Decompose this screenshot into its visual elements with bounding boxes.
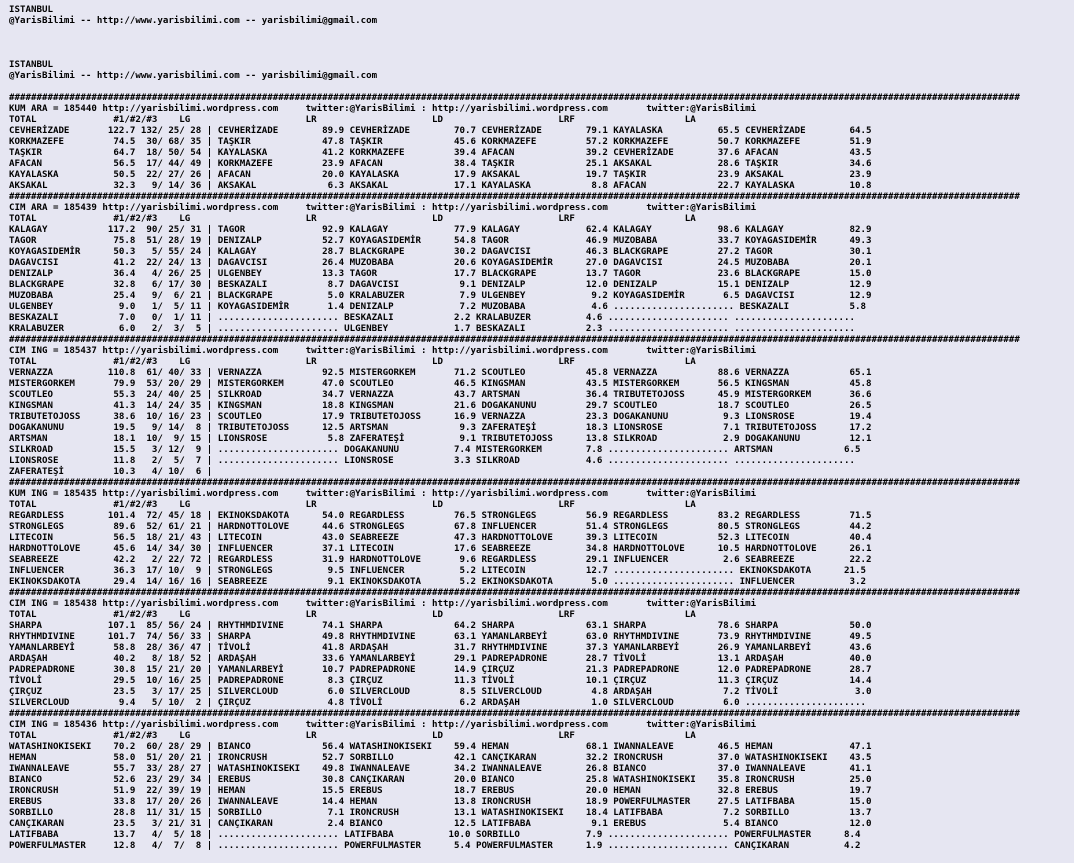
report-line: ########################################################################################################################################################################################: [9, 93, 1020, 103]
report-line: KRALABUZER 6.0 2/ 3/ 5 | ...................... ULGENBEY 1.7 BESKAZALI 2.3 ...................... ......................: [9, 324, 856, 334]
report-line: ARDAŞAH 40.2 8/ 18/ 52 | ARDAŞAH 33.6 YAMANLARBEYİ 29.1 PADREPADRONE 28.7 TİVOLİ 13.1 ARDAŞAH 40.0: [9, 654, 872, 664]
report-line: INFLUENCER 36.3 17/ 10/ 9 | STRONGLEGS 9.5 INFLUENCER 5.2 LITECOIN 12.7 ...................... EKINOKSDAKOTA 21.5: [9, 566, 867, 576]
report-line: TOTAL #1/#2/#3 LG LR LD LRF LA: [9, 357, 696, 367]
report-line: MISTERGORKEM 79.9 53/ 20/ 29 | MISTERGORKEM 47.0 SCOUTLEO 46.5 KINGSMAN 43.5 MISTERGORKEM 56.5 KINGSMAN 45.8: [9, 379, 872, 389]
report-line: [9, 82, 1069, 93]
report-line: WATASHINOKISEKI 70.2 60/ 28/ 29 | BIANCO 56.4 WATASHINOKISEKI 59.4 HEMAN 68.1 IWANNALEAVE 46.5 HEMAN 47.1: [9, 742, 872, 752]
report-line: SEABREEZE 42.2 2/ 22/ 72 | REGARDLESS 31.9 HARDNOTTOLOVE 9.6 REGARDLESS 29.1 INFLUENCER 2.6 SEABREEZE 22.2: [9, 555, 872, 565]
report-line: ########################################################################################################################################################################################: [9, 192, 1020, 202]
report-line: MUZOBABA 25.4 9/ 6/ 21 | BLACKGRAPE 5.0 KRALABUZER 7.9 ULGENBEY 9.2 KOYAGASIDEMİR 6.5 DAGAVCISI 12.9: [9, 291, 872, 301]
report-line: TOTAL #1/#2/#3 LG LR LD LRF LA: [9, 214, 696, 224]
report-line: LITECOIN 56.5 18/ 21/ 43 | LITECOIN 43.0 SEABREEZE 47.3 HARDNOTTOLOVE 39.3 LITECOIN 52.3 LITECOIN 40.4: [9, 533, 872, 543]
report-line: CEVHERİZADE 122.7 132/ 25/ 28 | CEVHERİZADE 89.9 CEVHERİZADE 70.7 CEVHERİZADE 79.1 KAYALASKA 65.5 CEVHERİZADE 64.5: [9, 126, 872, 136]
report-line: CIM ING = 185437 http://yarisbilimi.wordpress.com twitter:@YarisBilimi : http://yarisbilimi.wordpress.com twitter:@YarisBilimi: [9, 346, 757, 356]
report-line: BLACKGRAPE 32.8 6/ 17/ 30 | BESKAZALI 8.7 DAGAVCISI 9.1 DENIZALP 12.0 DENIZALP 15.1 DENIZALP 12.9: [9, 280, 872, 290]
report-line: TOTAL #1/#2/#3 LG LR LD LRF LA: [9, 115, 696, 125]
report-line: SILKROAD 15.5 3/ 12/ 9 | ...................... DOGAKANUNU 7.4 MISTERGORKEM 7.8 ...................... ARTSMAN 6.5: [9, 445, 861, 455]
report-line: DENIZALP 36.4 4/ 26/ 25 | ULGENBEY 13.3 TAGOR 17.7 BLACKGRAPE 13.7 TAGOR 23.6 BLACKGRAPE 15.0: [9, 269, 872, 279]
report-line: YAMANLARBEYİ 58.8 28/ 36/ 47 | TİVOLİ 41.8 ARDAŞAH 31.7 RHYTHMDIVINE 37.3 YAMANLARBEYİ 26.9 YAMANLARBEYİ 43.6: [9, 643, 872, 653]
race-analysis-text: [9, 5, 1069, 852]
report-line: RHYTHMDIVINE 101.7 74/ 56/ 33 | SHARPA 49.8 RHYTHMDIVINE 63.1 YAMANLARBEYİ 63.0 RHYTHMDIVINE 73.9 RHYTHMDIVINE 49.5: [9, 632, 872, 642]
report-line: SILVERCLOUD 9.4 5/ 10/ 2 | ÇIRÇUZ 4.8 TİVOLİ 6.2 ARDAŞAH 1.0 SILVERCLOUD 6.0 ......................: [9, 698, 867, 708]
report-line: EREBUS 33.8 17/ 20/ 26 | IWANNALEAVE 14.4 HEMAN 13.8 IRONCRUSH 18.9 POWERFULMASTER 27.5 LATIFBABA 15.0: [9, 797, 872, 807]
report-line: SORBILLO 28.8 11/ 31/ 15 | SORBILLO 7.1 IRONCRUSH 13.1 WATASHINOKISEKI 18.4 LATIFBABA 7.2 SORBILLO 13.7: [9, 808, 872, 818]
report-line: [9, 49, 1069, 60]
report-line: ########################################################################################################################################################################################: [9, 335, 1020, 345]
report-line: [9, 27, 1069, 38]
report-line: KOYAGASIDEMİR 50.3 5/ 55/ 24 | KALAGAY 28.7 BLACKGRAPE 30.2 DAGAVCISI 46.3 BLACKGRAPE 27.2 TAGOR 30.1: [9, 247, 872, 257]
report-line: TOTAL #1/#2/#3 LG LR LD LRF LA: [9, 610, 696, 620]
report-line: POWERFULMASTER 12.8 4/ 7/ 8 | ...................... POWERFULMASTER 5.4 POWERFULMASTER 1.9 ...................... CANÇIKARAN 4.2: [9, 841, 861, 851]
report-line: HARDNOTTOLOVE 45.6 14/ 34/ 30 | INFLUENCER 37.1 LITECOIN 17.6 SEABREEZE 34.8 HARDNOTTOLOVE 10.5 HARDNOTTOLOVE 26.1: [9, 544, 872, 554]
report-line: BIANCO 52.6 23/ 29/ 34 | EREBUS 30.8 CANÇIKARAN 20.0 BIANCO 25.8 WATASHINOKISEKI 35.8 IRONCRUSH 25.0: [9, 775, 872, 785]
report-line: KALAGAY 117.2 90/ 25/ 31 | TAGOR 92.9 KALAGAY 77.9 KALAGAY 62.4 KALAGAY 98.6 KALAGAY 82.9: [9, 225, 872, 235]
report-line: TİVOLİ 29.5 10/ 16/ 25 | PADREPADRONE 8.3 ÇIRÇUZ 11.3 TİVOLİ 10.1 ÇIRÇUZ 11.3 ÇIRÇUZ 14.4: [9, 676, 872, 686]
report-page: [9, 5, 1069, 861]
report-line: SCOUTLEO 55.3 24/ 40/ 25 | SILKROAD 34.7 VERNAZZA 43.7 ARTSMAN 36.4 TRIBUTETOJOSS 45.9 MISTERGORKEM 36.6: [9, 390, 872, 400]
report-line: CIM ING = 185436 http://yarisbilimi.wordpress.com twitter:@YarisBilimi : http://yarisbilimi.wordpress.com twitter:@YarisBilimi: [9, 720, 757, 730]
report-line: SHARPA 107.1 85/ 56/ 24 | RHYTHMDIVINE 74.1 SHARPA 64.2 SHARPA 63.1 SHARPA 78.6 SHARPA 50.0: [9, 621, 872, 631]
report-line: IWANNALEAVE 55.7 33/ 28/ 27 | WATASHINOKISEKI 49.8 IWANNALEAVE 34.2 IWANNALEAVE 26.8 BIANCO 37.0 IWANNALEAVE 41.1: [9, 764, 872, 774]
report-line: KAYALASKA 50.5 22/ 27/ 26 | AFACAN 20.0 KAYALASKA 17.9 AKSAKAL 19.7 TAŞKIR 23.9 AKSAKAL 23.9: [9, 170, 872, 180]
report-line: KUM ARA = 185440 http://yarisbilimi.wordpress.com twitter:@YarisBilimi : http://yarisbilimi.wordpress.com twitter:@YarisBilimi: [9, 104, 757, 114]
report-line: IRONCRUSH 51.9 22/ 39/ 19 | HEMAN 15.5 EREBUS 18.7 EREBUS 20.0 HEMAN 32.8 EREBUS 19.7: [9, 786, 872, 796]
report-line: [9, 38, 1069, 49]
report-line: BESKAZALI 7.0 0/ 1/ 11 | ...................... BESKAZALI 2.2 KRALABUZER 4.6 ...................... ......................: [9, 313, 856, 323]
report-line: DOGAKANUNU 19.5 9/ 14/ 8 | TRIBUTETOJOSS 12.5 ARTSMAN 9.3 ZAFERATEŞİ 18.3 LIONSROSE 7.1 TRIBUTETOJOSS 17.2: [9, 423, 872, 433]
report-line: ISTANBUL: [9, 60, 53, 70]
report-line: EKINOKSDAKOTA 29.4 14/ 16/ 16 | SEABREEZE 9.1 EKINOKSDAKOTA 5.2 EKINOKSDAKOTA 5.0 ...................... INFLUENCER 3.2: [9, 577, 867, 587]
report-line: KUM ING = 185435 http://yarisbilimi.wordpress.com twitter:@YarisBilimi : http://yarisbilimi.wordpress.com twitter:@YarisBilimi: [9, 489, 757, 499]
report-line: VERNAZZA 110.8 61/ 40/ 33 | VERNAZZA 92.5 MISTERGORKEM 71.2 SCOUTLEO 45.8 VERNAZZA 88.6 VERNAZZA 65.1: [9, 368, 872, 378]
report-line: TRIBUTETOJOSS 38.6 10/ 16/ 23 | SCOUTLEO 17.9 TRIBUTETOJOSS 16.9 VERNAZZA 23.3 DOGAKANUNU 9.3 LIONSROSE 19.4: [9, 412, 872, 422]
report-line: @YarisBilimi -- http://www.yarisbilimi.com -- yarisbilimi@gmail.com: [9, 71, 378, 81]
report-line: ########################################################################################################################################################################################: [9, 709, 1020, 719]
report-line: ARTSMAN 18.1 10/ 9/ 15 | LIONSROSE 5.8 ZAFERATEŞİ 9.1 TRIBUTETOJOSS 13.8 SILKROAD 2.9 DOGAKANUNU 12.1: [9, 434, 872, 444]
report-line: ULGENBEY 9.0 1/ 5/ 11 | KOYAGASIDEMİR 1.4 DENIZALP 7.2 MUZOBABA 4.6 ...................... BESKAZALI 5.8: [9, 302, 867, 312]
report-line: ZAFERATEŞİ 10.3 4/ 10/ 6 |: [9, 467, 213, 477]
report-line: AFACAN 56.5 17/ 44/ 49 | KORKMAZEFE 23.9 AFACAN 38.4 TAŞKIR 25.1 AKSAKAL 28.6 TAŞKIR 34.6: [9, 159, 872, 169]
report-line: HEMAN 58.0 51/ 20/ 21 | IRONCRUSH 52.7 SORBILLO 42.1 CANÇIKARAN 32.2 IRONCRUSH 37.0 WATASHINOKISEKI 43.5: [9, 753, 872, 763]
report-line: ISTANBUL: [9, 5, 53, 15]
report-line: TOTAL #1/#2/#3 LG LR LD LRF LA: [9, 500, 696, 510]
report-line: CIM ARA = 185439 http://yarisbilimi.wordpress.com twitter:@YarisBilimi : http://yarisbilimi.wordpress.com twitter:@YarisBilimi: [9, 203, 757, 213]
report-line: AKSAKAL 32.3 9/ 14/ 36 | AKSAKAL 6.3 AKSAKAL 17.1 KAYALASKA 8.8 AFACAN 22.7 KAYALASKA 10.8: [9, 181, 872, 191]
report-line: @YarisBilimi -- http://www.yarisbilimi.com -- yarisbilimi@gmail.com: [9, 16, 378, 26]
report-line: CANÇIKARAN 23.5 3/ 21/ 31 | CANÇIKARAN 2.4 BIANCO 12.5 LATIFBABA 9.1 EREBUS 5.4 BIANCO 12.0: [9, 819, 872, 829]
report-line: TAŞKIR 64.7 18/ 50/ 54 | KAYALASKA 41.2 KORKMAZEFE 39.4 AFACAN 39.2 CEVHERİZADE 37.6 AFACAN 43.5: [9, 148, 872, 158]
report-line: KORKMAZEFE 74.5 30/ 68/ 35 | TAŞKIR 47.8 TAŞKIR 45.6 KORKMAZEFE 57.2 KORKMAZEFE 50.7 KORKMAZEFE 51.9: [9, 137, 872, 147]
report-line: ########################################################################################################################################################################################: [9, 588, 1020, 598]
report-line: STRONGLEGS 89.6 52/ 61/ 21 | HARDNOTTOLOVE 44.6 STRONGLEGS 67.8 INFLUENCER 51.4 STRONGLEGS 80.5 STRONGLEGS 44.2: [9, 522, 872, 532]
report-line: PADREPADRONE 30.8 15/ 21/ 20 | YAMANLARBEYİ 10.7 PADREPADRONE 14.9 ÇIRÇUZ 21.3 PADREPADRONE 12.0 PADREPADRONE 28.7: [9, 665, 872, 675]
report-line: DAGAVCISI 41.2 22/ 24/ 13 | DAGAVCISI 26.4 MUZOBABA 20.6 KOYAGASIDEMİR 27.0 DAGAVCISI 24.5 MUZOBABA 20.1: [9, 258, 872, 268]
report-line: KINGSMAN 41.3 14/ 24/ 35 | KINGSMAN 18.8 KINGSMAN 21.6 DOGAKANUNU 29.7 SCOUTLEO 18.7 SCOUTLEO 26.5: [9, 401, 872, 411]
report-line: ########################################################################################################################################################################################: [9, 478, 1020, 488]
report-line: TOTAL #1/#2/#3 LG LR LD LRF LA: [9, 731, 696, 741]
report-line: LIONSROSE 11.8 2/ 5/ 7 | ...................... LIONSROSE 3.3 SILKROAD 4.6 ...................... ......................: [9, 456, 856, 466]
report-line: REGARDLESS 101.4 72/ 45/ 18 | EKINOKSDAKOTA 54.0 REGARDLESS 76.5 STRONGLEGS 56.9 REGARDLESS 83.2 REGARDLESS 71.5: [9, 511, 872, 521]
report-line: CIM ING = 185438 http://yarisbilimi.wordpress.com twitter:@YarisBilimi : http://yarisbilimi.wordpress.com twitter:@YarisBilimi: [9, 599, 757, 609]
report-line: TAGOR 75.8 51/ 28/ 19 | DENIZALP 52.7 KOYAGASIDEMİR 54.8 TAGOR 46.9 MUZOBABA 33.7 KOYAGASIDEMİR 49.3: [9, 236, 872, 246]
report-line: LATIFBABA 13.7 4/ 5/ 18 | ...................... LATIFBABA 10.0 SORBILLO 7.9 ...................... POWERFULMASTER 8.4: [9, 830, 861, 840]
report-line: ÇIRÇUZ 23.5 3/ 17/ 25 | SILVERCLOUD 6.0 SILVERCLOUD 8.5 SILVERCLOUD 4.8 ARDAŞAH 7.2 TİVOLİ 3.0: [9, 687, 872, 697]
